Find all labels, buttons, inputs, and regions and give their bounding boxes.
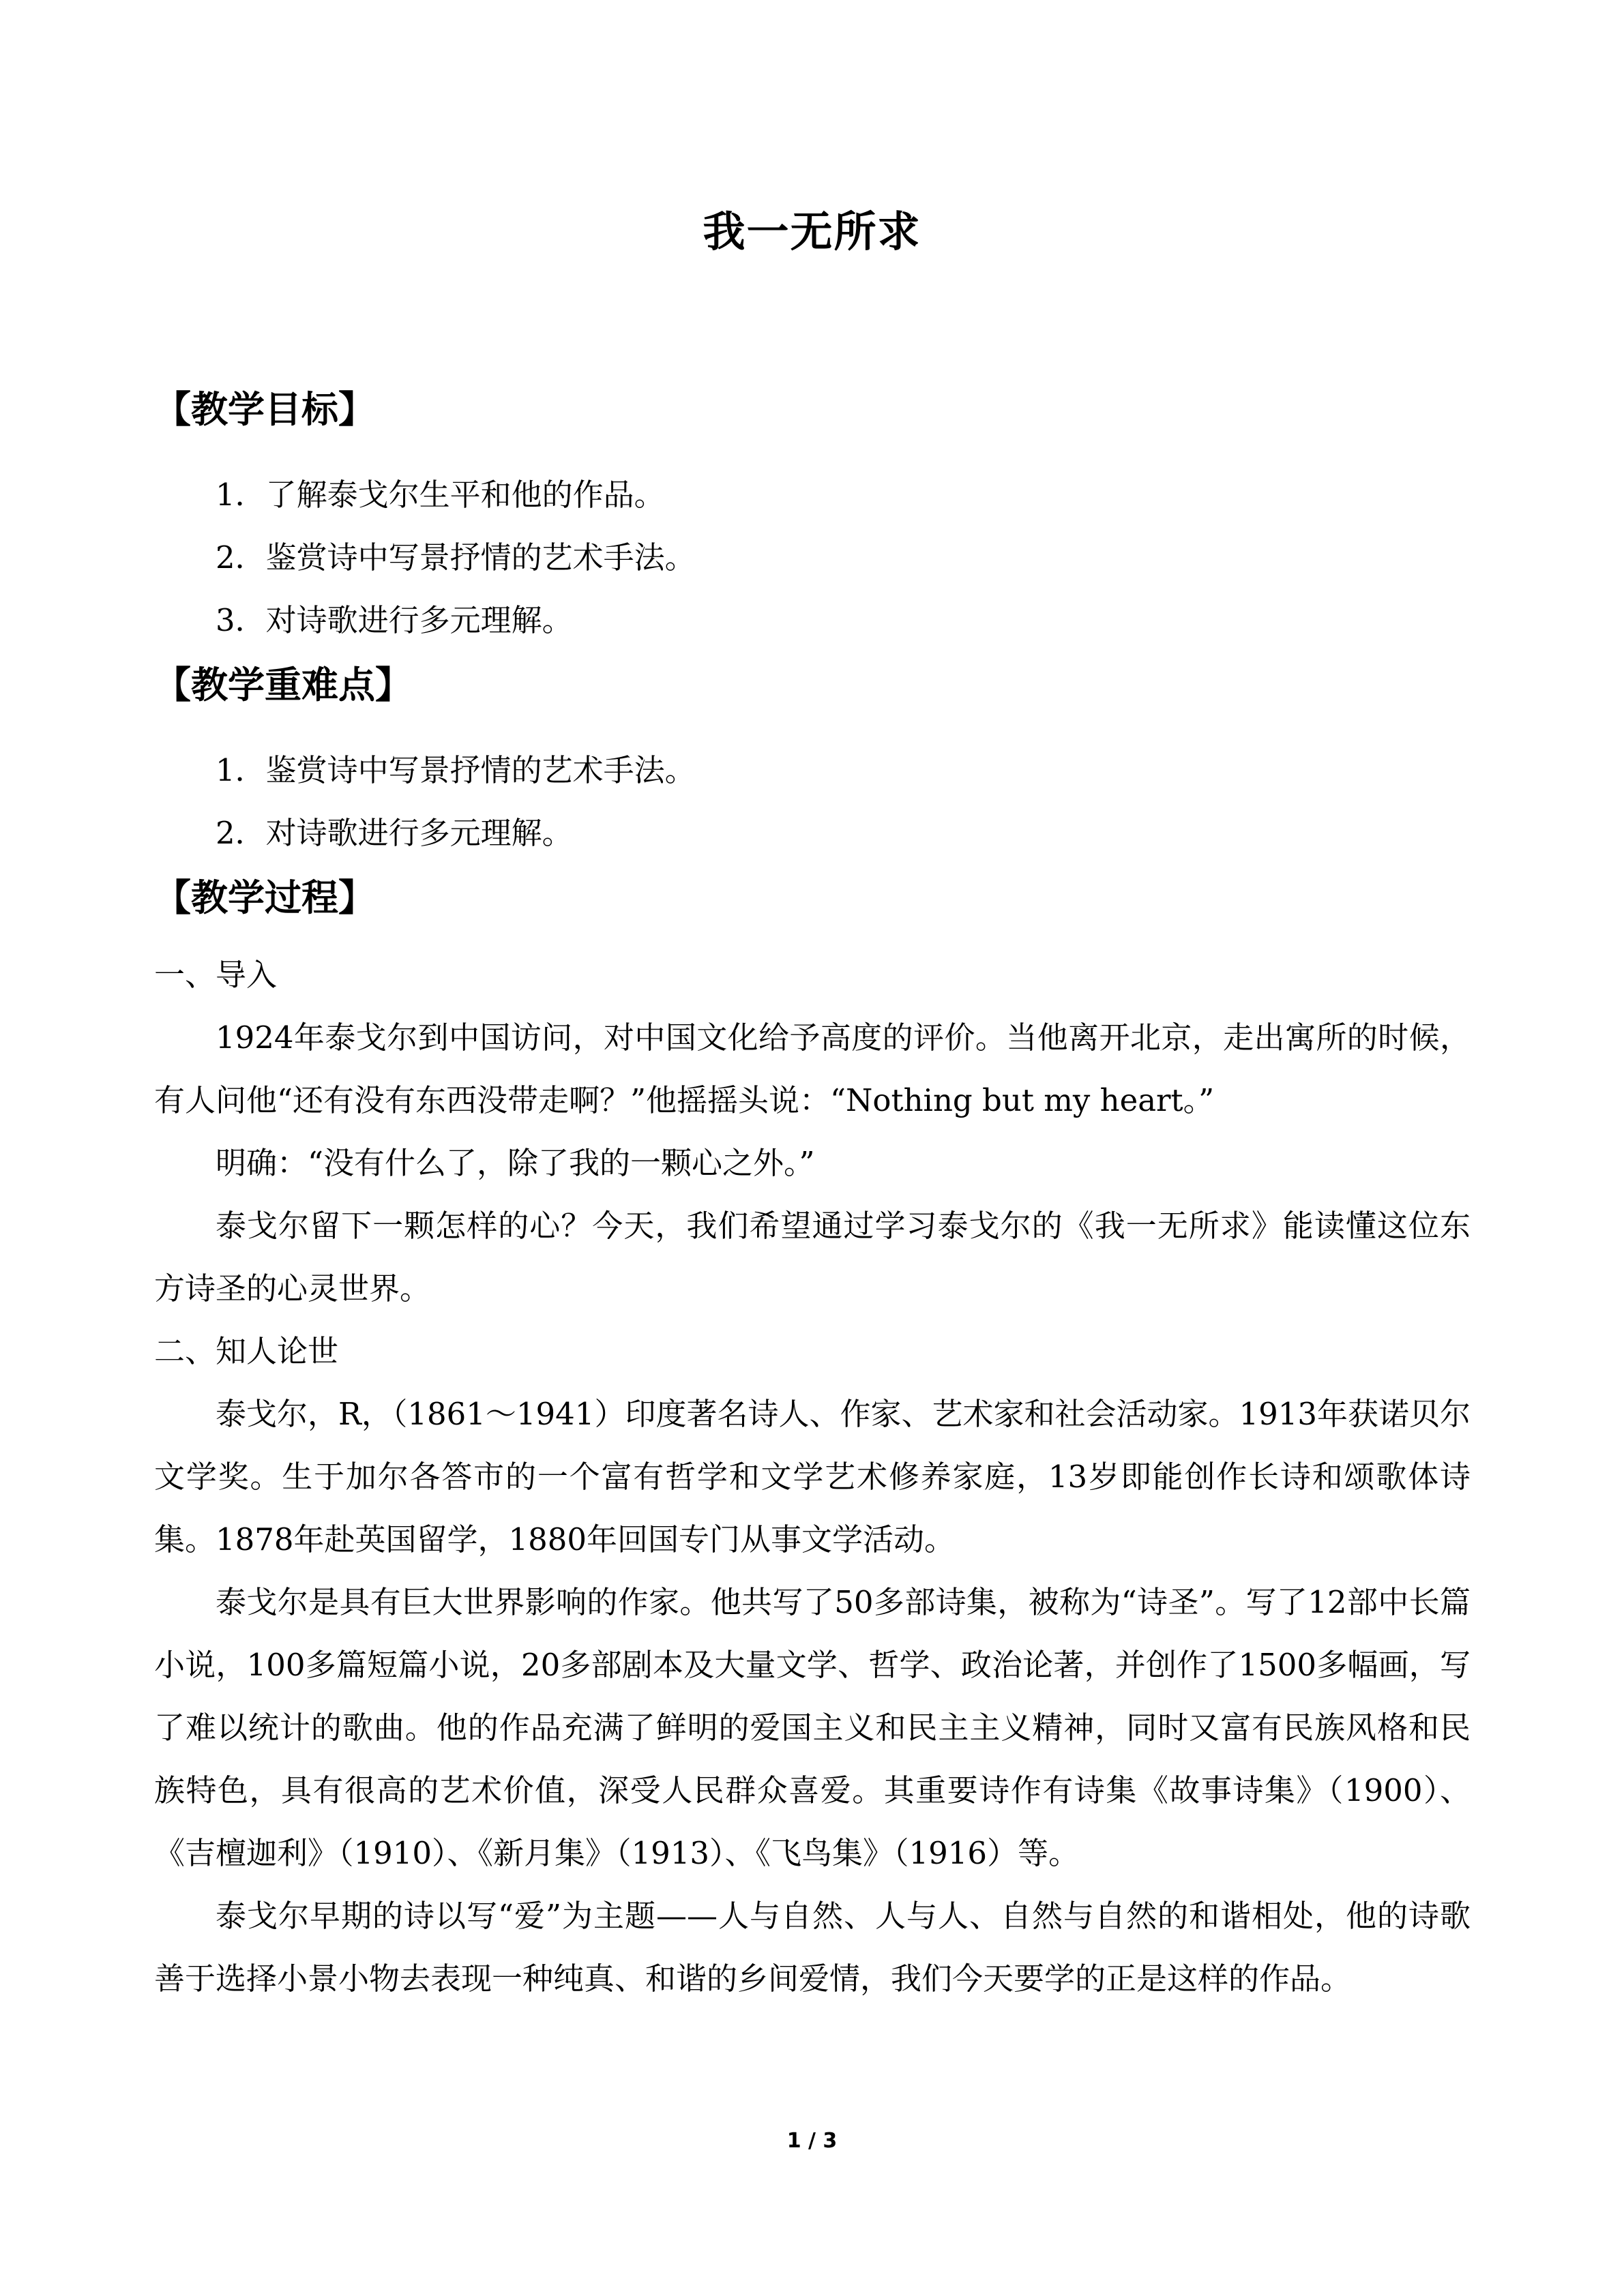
process-heading: 【教学过程】	[154, 876, 375, 919]
section-label-intro: 一、导入	[154, 957, 278, 993]
section-label-background: 二、知人论世	[154, 1333, 339, 1369]
paragraph: 明确：“没有什么了，除了我的一颗心之外。”	[216, 1145, 815, 1181]
document-title: 我一无所求	[703, 207, 921, 256]
objective-item: 3．对诗歌进行多元理解。	[216, 602, 573, 638]
objective-item: 2．鉴赏诗中写景抒情的艺术手法。	[216, 539, 696, 576]
paragraph: 泰戈尔是具有巨大世界影响的作家。他共写了50多部诗集，被称为“诗圣”。写了12部中长篇小说，100多篇短篇小说，20多部剧本及大量文学、哲学、政治论著，并创作了1500多幅画，写了难以统计的歌曲。他的作品充满了鲜明的爱国主义和民主主义精神，同时又富有民族风格和民族特色，具有很高的艺术价值，深受人民群众喜爱。其重要诗作有诗集《故事诗集》（1900）、《吉檀迦利》（1910）、《新月集》（1913）、《飞鸟集》（1916）等。	[154, 1584, 1471, 1871]
paragraph: 泰戈尔留下一颗怎样的心？今天，我们希望通过学习泰戈尔的《我一无所求》能读懂这位东方诗圣的心灵世界。	[154, 1208, 1471, 1307]
objectives-heading: 【教学目标】	[154, 388, 375, 431]
paragraph: 泰戈尔，R，（1861～1941）印度著名诗人、作家、艺术家和社会活动家。1913年获诺贝尔文学奖。生于加尔各答市的一个富有哲学和文学艺术修养家庭，13岁即能创作长诗和颂歌体诗集。1878年赴英国留学，1880年回国专门从事文学活动。	[154, 1396, 1471, 1557]
paragraph: 1924年泰戈尔到中国访问，对中国文化给予高度的评价。当他离开北京，走出寓所的时候，有人问他“还有没有东西没带走啊？”他摇摇头说：“Nothing but my heart。”	[154, 1019, 1471, 1118]
key-point-item: 1．鉴赏诗中写景抒情的艺术手法。	[216, 752, 696, 788]
document-body	[154, 379, 1471, 2010]
key-point-item: 2．对诗歌进行多元理解。	[216, 815, 573, 851]
page-number: 1 / 3	[786, 2129, 838, 2153]
objective-item: 1．了解泰戈尔生平和他的作品。	[216, 477, 665, 513]
key-points-heading: 【教学重难点】	[154, 664, 412, 706]
paragraph: 泰戈尔早期的诗以写“爱”为主题——人与自然、人与人、自然与自然的和谐相处，他的诗歌善于选择小景小物去表现一种纯真、和谐的乡间爱情，我们今天要学的正是这样的作品。	[154, 1898, 1471, 1997]
